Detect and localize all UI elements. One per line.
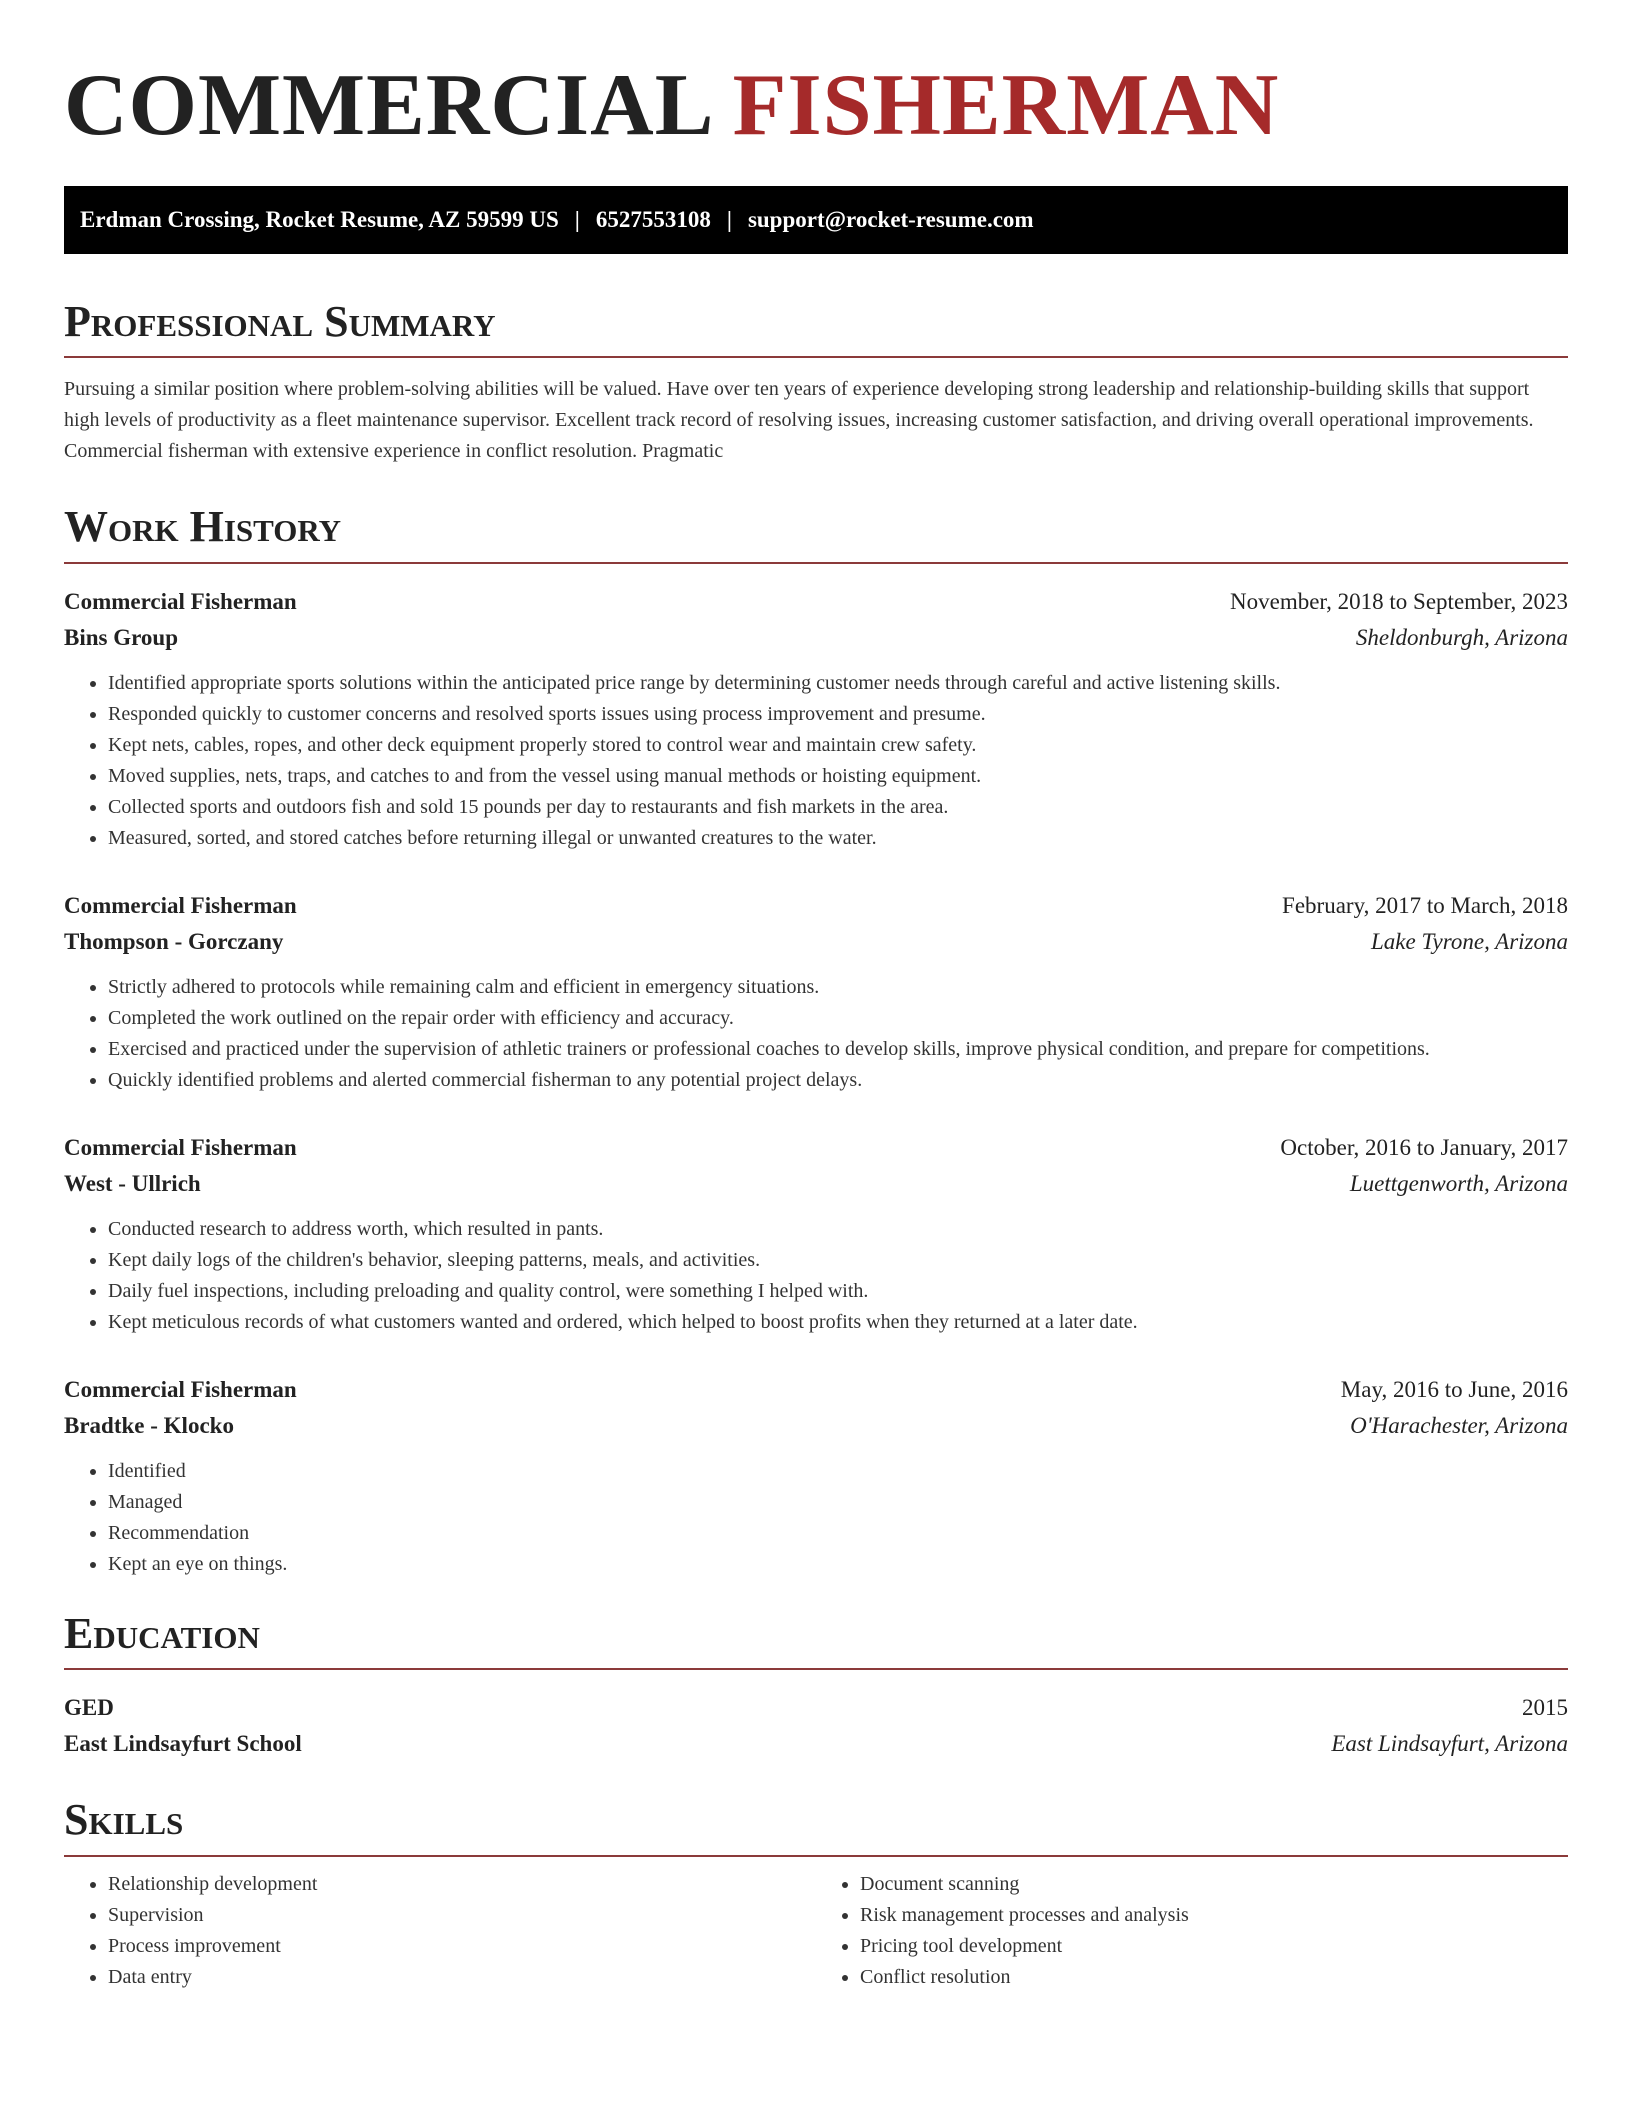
summary-heading: Professional Summary (64, 298, 1568, 358)
list-item: • Exercised and practiced under the supervision of athletic trainers or professional coaches to develop skills, improve physical condition, and prepare for competitions. (108, 1034, 1568, 1065)
job-bullets (64, 972, 1568, 1096)
job-location: O'Harachester, Arizona (1350, 1412, 1568, 1438)
job-header-row (64, 1372, 1568, 1408)
education-degree: GED (64, 1695, 114, 1721)
list-item: • Responded quickly to customer concerns and resolved sports issues using process improvement and presume. (108, 699, 1568, 730)
skill-item: • Relationship development (108, 1869, 816, 1900)
education-section (64, 1610, 1568, 1762)
list-item: • Identified appropriate sports solutions within the anticipated price range by determining customer needs through careful and active listening skills. (108, 668, 1568, 699)
job-dates: May, 2016 to June, 2016 (1340, 1376, 1568, 1402)
job-entry (64, 1130, 1568, 1338)
skill-item: • Conflict resolution (860, 1962, 1568, 1993)
job-bullets (64, 1214, 1568, 1338)
resume-name (64, 57, 1568, 154)
work-history-section (64, 503, 1568, 1579)
job-company: Thompson - Gorczany (64, 928, 284, 954)
skills-heading: Skills (64, 1796, 1568, 1856)
list-item: • Kept nets, cables, ropes, and other deck equipment properly stored to control wear and maintain crew safety. (108, 730, 1568, 761)
list-item: • Kept daily logs of the children's behavior, sleeping patterns, meals, and activities. (108, 1245, 1568, 1276)
education-entry (64, 1690, 1568, 1762)
list-item: • Measured, sorted, and stored catches before returning illegal or unwanted creatures to the water. (108, 823, 1568, 854)
list-item: • Kept an eye on things. (108, 1549, 1568, 1580)
list-item: • Quickly identified problems and alerted commercial fisherman to any potential project delays. (108, 1065, 1568, 1096)
job-location: Luettgenworth, Arizona (1349, 1170, 1568, 1196)
job-company-row (64, 620, 1568, 656)
skill-item: • Supervision (108, 1900, 816, 1931)
job-location: Sheldonburgh, Arizona (1355, 624, 1568, 650)
list-item: • Moved supplies, nets, traps, and catches to and from the vessel using manual methods or hoisting equipment. (108, 761, 1568, 792)
education-row (64, 1726, 1568, 1762)
job-header-row (64, 888, 1568, 924)
summary-text: Pursuing a similar position where problem-solving abilities will be valued. Have over ten years of experience developing strong leadership and relationship-building skills that support high levels of productivity as a fleet maintenance supervisor. Excellent track record of resolving issues, increasing customer satisfaction, and driving overall operational improvements. Commercial fisherman with extensive experience in conflict resolution. Pragmatic (64, 378, 1534, 463)
job-company: West - Ullrich (64, 1170, 201, 1196)
job-company-row (64, 1408, 1568, 1444)
job-company-row (64, 924, 1568, 960)
job-dates: October, 2016 to January, 2017 (1280, 1134, 1568, 1160)
list-item: • Kept meticulous records of what customers wanted and ordered, which helped to boost profits when they returned at a later date. (108, 1307, 1568, 1338)
contact-address: Erdman Crossing, Rocket Resume, AZ 59599 US (80, 207, 559, 232)
work-history-heading: Work History (64, 503, 1568, 563)
skills-columns (64, 1869, 1568, 1993)
summary-section (64, 298, 1568, 467)
job-company: Bradtke - Klocko (64, 1412, 234, 1438)
job-bullets (64, 668, 1568, 854)
job-entry (64, 888, 1568, 1096)
contact-separator: | (726, 207, 732, 232)
job-title: Commercial Fisherman (64, 588, 297, 614)
skill-item: • Document scanning (860, 1869, 1568, 1900)
job-header-row (64, 1130, 1568, 1166)
skill-item: • Process improvement (108, 1931, 816, 1962)
job-company-row (64, 1166, 1568, 1202)
skill-item: • Pricing tool development (860, 1931, 1568, 1962)
job-entry (64, 584, 1568, 854)
list-item: • Identified (108, 1456, 1568, 1487)
list-item: • Recommendation (108, 1518, 1568, 1549)
job-list (64, 584, 1568, 1580)
job-location: Lake Tyrone, Arizona (1371, 928, 1568, 954)
job-title: Commercial Fisherman (64, 892, 297, 918)
education-heading: Education (64, 1610, 1568, 1670)
list-item: • Conducted research to address worth, which resulted in pants. (108, 1214, 1568, 1245)
skill-item: • Risk management processes and analysis (860, 1900, 1568, 1931)
job-dates: February, 2017 to March, 2018 (1282, 892, 1568, 918)
name-first: COMMERCIAL (64, 57, 710, 154)
job-header-row (64, 584, 1568, 620)
education-school: East Lindsayfurt School (64, 1731, 302, 1757)
skills-section (64, 1796, 1568, 1992)
list-item: • Completed the work outlined on the repair order with efficiency and accuracy. (108, 1003, 1568, 1034)
job-entry (64, 1372, 1568, 1580)
job-dates: November, 2018 to September, 2023 (1230, 588, 1568, 614)
list-item: • Managed (108, 1487, 1568, 1518)
job-bullets (64, 1456, 1568, 1580)
skills-list-left (64, 1869, 816, 1993)
list-item: • Daily fuel inspections, including preloading and quality control, were something I helped with. (108, 1276, 1568, 1307)
job-title: Commercial Fisherman (64, 1376, 297, 1402)
contact-bar (64, 186, 1568, 254)
job-company: Bins Group (64, 624, 178, 650)
job-title: Commercial Fisherman (64, 1134, 297, 1160)
skill-item: • Data entry (108, 1962, 816, 1993)
contact-phone: 6527553108 (595, 207, 711, 232)
list-item: • Strictly adhered to protocols while remaining calm and efficient in emergency situations. (108, 972, 1568, 1003)
education-location: East Lindsayfurt, Arizona (1331, 1731, 1568, 1757)
contact-separator: | (574, 207, 580, 232)
contact-email: support@rocket-resume.com (747, 207, 1034, 232)
name-last: FISHERMAN (732, 57, 1280, 154)
list-item: • Collected sports and outdoors fish and sold 15 pounds per day to restaurants and fish markets in the area. (108, 792, 1568, 823)
education-year: 2015 (1522, 1695, 1568, 1721)
skills-list-right (816, 1869, 1568, 1993)
education-row (64, 1690, 1568, 1726)
